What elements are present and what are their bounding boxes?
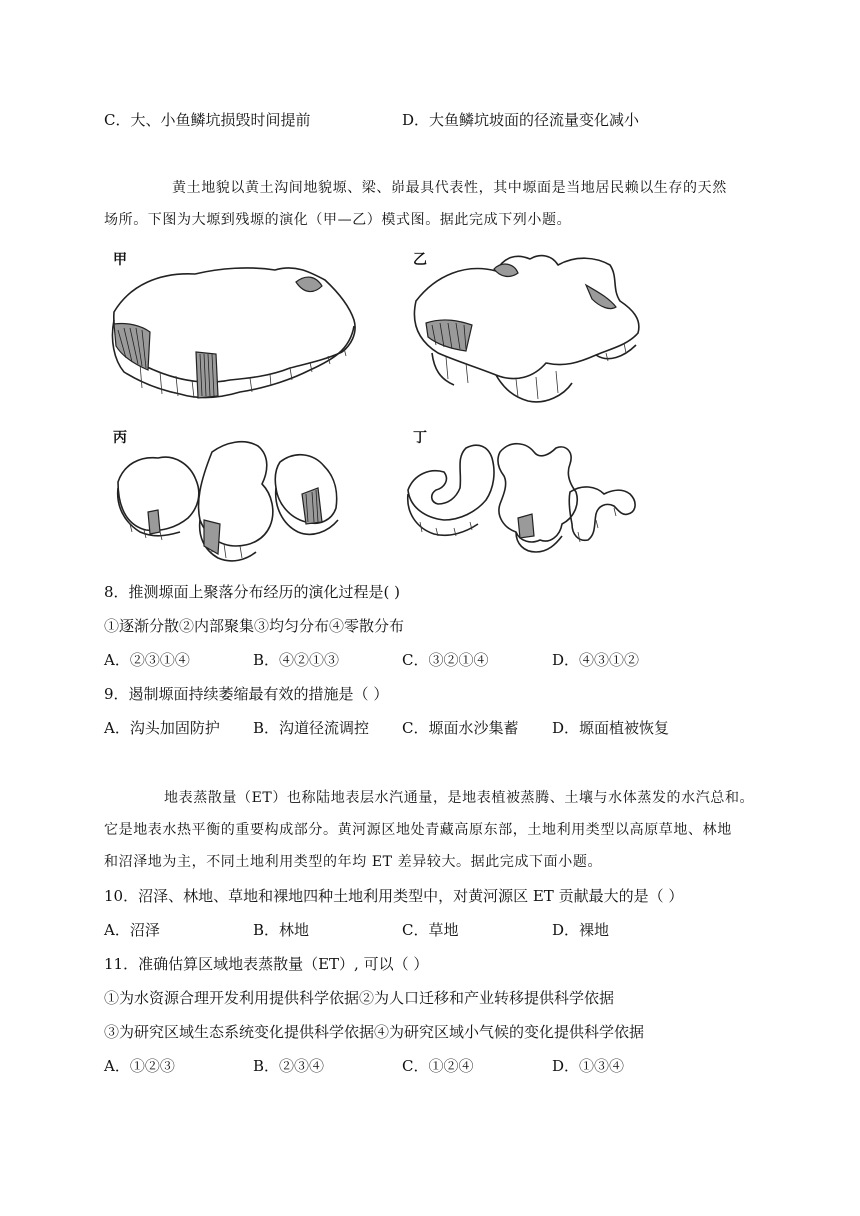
q10-stem: 10．沼泽、林地、草地和裸地四种土地利用类型中，对黄河源区 ET 贡献最大的是（ ） [104, 887, 684, 905]
diagram-yi [396, 245, 661, 410]
intro2-line1: 地表蒸散量（ET）也称陆地表层水汽通量，是地表植被蒸腾、土壤与水体蒸发的水汽总和。 [164, 790, 755, 806]
q10-option-a[interactable]: A．沼泽 [104, 921, 160, 939]
intro2-line3: 和沼泽地为主，不同土地利用类型的年均 ET 差异较大。据此完成下面小题。 [104, 854, 603, 870]
intro1-line1: 黄土地貌以黄土沟间地貌塬、梁、峁最具代表性，其中塬面是当地居民赖以生存的天然 [172, 180, 727, 196]
q9-option-b[interactable]: B．沟道径流调控 [253, 719, 370, 737]
q8-items: ①逐渐分散②内部聚集③均匀分布④零散分布 [104, 617, 405, 635]
figure-label-bing: 丙 [113, 430, 127, 446]
figure-label-jia: 甲 [113, 252, 127, 268]
diagram-jia [100, 260, 365, 410]
q9-option-a[interactable]: A．沟头加固防护 [104, 719, 220, 737]
q11-stem: 11．准确估算区域地表蒸散量（ET）, 可以（ ） [104, 955, 429, 973]
q8-option-c[interactable]: C．③②①④ [402, 651, 489, 669]
intro1-line2: 场所。下图为大塬到残塬的演化（甲—乙）模式图。据此完成下列小题。 [104, 212, 572, 228]
q8-option-b[interactable]: B．④②①③ [253, 651, 340, 669]
figure-label-ding: 丁 [413, 430, 427, 446]
q8-stem: 8．推测塬面上聚落分布经历的演化过程是( ) [104, 583, 401, 601]
q9-option-c[interactable]: C．塬面水沙集蓄 [402, 719, 519, 737]
option-c-prev: C．大、小鱼鳞坑损毁时间提前 [104, 111, 311, 129]
q10-option-c[interactable]: C．草地 [402, 921, 459, 939]
diagram-bing [100, 428, 360, 568]
option-d-prev: D．大鱼鳞坑坡面的径流量变化减小 [402, 111, 640, 129]
q11-option-d[interactable]: D．①③④ [552, 1057, 625, 1075]
q9-option-d[interactable]: D．塬面植被恢复 [552, 719, 670, 737]
q10-option-d[interactable]: D．裸地 [552, 921, 610, 939]
q10-option-b[interactable]: B．林地 [253, 921, 310, 939]
q11-item1: ①为水资源合理开发利用提供科学依据②为人口迁移和产业转移提供科学依据 [104, 989, 615, 1007]
q8-option-a[interactable]: A．②③①④ [104, 651, 190, 669]
diagram-ding [400, 432, 645, 560]
q8-option-d[interactable]: D．④③①② [552, 651, 640, 669]
q11-item2: ③为研究区域生态系统变化提供科学依据④为研究区域小气候的变化提供科学依据 [104, 1023, 645, 1041]
q11-option-a[interactable]: A．①②③ [104, 1057, 175, 1075]
q11-option-c[interactable]: C．①②④ [402, 1057, 474, 1075]
q9-stem: 9．遏制塬面持续萎缩最有效的措施是（ ） [104, 685, 389, 703]
intro2-line2: 它是地表水热平衡的重要构成部分。黄河源区地处青藏高原东部，土地利用类型以高原草地、林地 [104, 822, 732, 838]
q11-option-b[interactable]: B．②③④ [253, 1057, 325, 1075]
figure-label-yi: 乙 [413, 252, 427, 268]
